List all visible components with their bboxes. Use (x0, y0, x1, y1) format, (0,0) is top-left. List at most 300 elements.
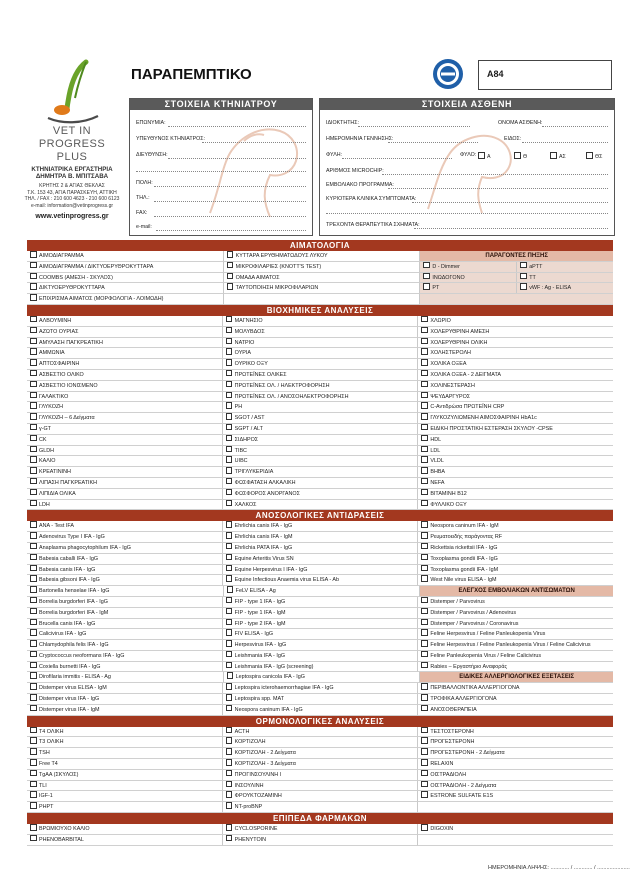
table-row (27, 532, 613, 543)
address-field[interactable] (168, 158, 306, 159)
sex-option-neutered-male[interactable]: ΑΣ (550, 152, 566, 160)
test-checkbox-item[interactable] (420, 283, 516, 293)
test-checkbox-item[interactable] (418, 791, 613, 802)
test-checkbox-item[interactable] (27, 283, 224, 294)
test-checkbox-item[interactable] (418, 662, 613, 673)
test-checkbox-item[interactable] (27, 683, 223, 694)
test-label: Babesia caballi IFA - IgG (39, 555, 99, 562)
checkbox-icon (30, 575, 37, 582)
test-checkbox-item[interactable] (27, 435, 223, 446)
test-checkbox-item[interactable] (223, 489, 419, 500)
test-checkbox-item[interactable] (27, 727, 223, 738)
test-label: Rabies – Εργαστήριο Αναφοράς (430, 663, 508, 670)
test-checkbox-item[interactable] (418, 424, 613, 435)
checkbox-icon (421, 348, 428, 355)
test-checkbox-item[interactable] (224, 283, 421, 294)
test-label: ΑΙΜΟΔΙΑΓΡΑΜΜΑ / ΔΙΚΤΥΟΕΡΥΘΡΟΚΥΤΤΑΡΑ (39, 263, 154, 270)
test-checkbox-item[interactable] (223, 402, 419, 413)
birth-date-field[interactable] (388, 142, 478, 143)
test-label: Equine Arteritis Virus SN (234, 555, 294, 562)
symptoms-field-2[interactable] (326, 213, 608, 214)
checkbox-icon (421, 791, 428, 798)
vaccination-label: ΕΜΒΟΛΙΑΚΟ ΠΡΟΓΡΑΜΜΑ: (326, 182, 394, 188)
test-checkbox-item[interactable] (223, 521, 419, 532)
test-checkbox-item[interactable] (27, 392, 223, 403)
test-checkbox-item[interactable] (418, 532, 613, 543)
test-checkbox-item[interactable] (223, 662, 419, 673)
table-row (27, 489, 613, 500)
test-checkbox-item[interactable] (223, 392, 419, 403)
test-label: ΟΙΣΤΡΑΔΙΟΛΗ - 2 Δείγματα (430, 782, 497, 789)
address-field-2[interactable] (136, 171, 306, 172)
test-checkbox-item[interactable] (27, 694, 223, 705)
vaccination-field[interactable] (388, 188, 608, 189)
checkbox-icon (226, 835, 233, 842)
test-label: VLDL (430, 458, 444, 465)
checkbox-icon (421, 370, 428, 377)
checkbox-icon (226, 456, 233, 463)
test-checkbox-item[interactable] (27, 370, 223, 381)
test-checkbox-item[interactable] (223, 456, 419, 467)
test-checkbox-item[interactable] (223, 338, 419, 349)
test-checkbox-item[interactable] (27, 554, 223, 565)
test-checkbox-item[interactable] (223, 683, 419, 694)
test-checkbox-item[interactable] (223, 381, 419, 392)
table-row (27, 619, 613, 630)
test-checkbox-item[interactable] (418, 348, 613, 359)
test-checkbox-item[interactable] (27, 759, 223, 770)
test-checkbox-item[interactable] (27, 424, 223, 435)
test-label: HDL (430, 436, 442, 443)
test-checkbox-item[interactable] (418, 392, 613, 403)
test-checkbox-item[interactable] (418, 456, 613, 467)
test-checkbox-item[interactable] (27, 359, 223, 370)
test-checkbox-item[interactable] (27, 262, 224, 273)
table-row (27, 554, 613, 565)
sex-option-male[interactable]: Α (478, 152, 491, 160)
test-checkbox-item[interactable] (418, 651, 613, 662)
test-checkbox-item[interactable] (418, 316, 613, 327)
test-label: BHBA (430, 469, 446, 476)
test-checkbox-item[interactable] (223, 608, 419, 619)
checkbox-icon (421, 489, 428, 496)
test-label: ΚΑΛΙΟ (39, 458, 56, 465)
checkbox-icon (226, 316, 233, 323)
test-checkbox-item[interactable] (418, 435, 613, 446)
test-checkbox-item[interactable] (27, 294, 224, 305)
checkbox-icon (226, 424, 233, 431)
test-label: ΚΟΡΤΙΖΟΛΗ - 2 Δείγματα (234, 750, 296, 757)
test-checkbox-item[interactable] (223, 651, 419, 662)
patient-name-field[interactable] (542, 126, 608, 127)
test-checkbox-item[interactable] (418, 824, 613, 835)
table-row (27, 802, 613, 813)
test-checkbox-item[interactable] (27, 586, 224, 597)
test-checkbox-item[interactable] (224, 251, 421, 262)
test-checkbox-item[interactable] (418, 338, 613, 349)
test-checkbox-item[interactable] (418, 619, 613, 630)
test-checkbox-item[interactable] (223, 629, 419, 640)
checkbox-icon (421, 435, 428, 442)
checkbox-icon (30, 402, 37, 409)
table-row (27, 662, 613, 673)
test-checkbox-item[interactable] (418, 370, 613, 381)
test-checkbox-item[interactable] (223, 359, 419, 370)
test-checkbox-item[interactable] (420, 262, 516, 272)
checkbox-icon (421, 456, 428, 463)
table-row (27, 770, 613, 781)
test-checkbox-item[interactable] (27, 770, 223, 781)
test-checkbox-item[interactable] (516, 273, 613, 283)
test-checkbox-item[interactable] (27, 348, 223, 359)
test-label: PH (234, 404, 243, 411)
test-checkbox-item[interactable] (27, 543, 223, 554)
test-checkbox-item[interactable] (27, 456, 223, 467)
test-label: COOMBS (ΑΜΕΣΗ - ΣΚΥΛΟΣ) (39, 274, 113, 281)
test-label: ΕΙΔΙΚΗ ΠΡΟΣΤΑΤΙΚΗ ΕΣΤΕΡΑΣΗ ΣΚΥΛΟΥ -CPSE (430, 425, 553, 432)
test-checkbox-item[interactable] (223, 467, 419, 478)
test-checkbox-item[interactable] (27, 597, 223, 608)
checkbox-icon (421, 381, 428, 388)
test-label: ΙΝΣΟΥΛΙΝΗ (234, 782, 264, 789)
test-label: ΧΑΛΚΟΣ (234, 501, 257, 508)
test-label: NT-proBNP (234, 804, 263, 811)
test-checkbox-item[interactable] (223, 316, 419, 327)
checkbox-icon (226, 521, 233, 528)
table-row (27, 467, 613, 478)
test-checkbox-item[interactable] (223, 446, 419, 457)
checkbox-icon (30, 554, 37, 561)
table-row (27, 586, 613, 597)
test-checkbox-item[interactable] (418, 521, 613, 532)
test-checkbox-item[interactable] (223, 824, 419, 835)
test-checkbox-item[interactable] (224, 586, 421, 597)
test-label: ΦΡΟΥΚΤΟΖΑΜΙΝΗ (234, 793, 282, 800)
table-row (27, 402, 613, 413)
checkbox-icon (421, 597, 428, 604)
checkbox-icon (30, 608, 37, 615)
test-checkbox-item[interactable] (418, 359, 613, 370)
test-label: ΑΜΜΩΝΙΑ (39, 350, 65, 357)
test-label: SGPT / ALT (234, 425, 263, 432)
checkbox-icon (30, 565, 37, 572)
test-checkbox-item[interactable] (27, 532, 223, 543)
lab-phone-line: ΤΗΛ. / FAX : 210 600 4623 - 210 600 6123 (24, 196, 120, 202)
test-checkbox-item[interactable] (418, 694, 613, 705)
section-header-serology: ΑΝΟΣΟΛΟΓΙΚΕΣ ΑΝΤΙΔΡΑΣΕΙΣ (27, 510, 613, 521)
test-checkbox-item[interactable] (516, 262, 613, 272)
test-checkbox-item[interactable] (223, 565, 419, 576)
test-checkbox-item[interactable] (418, 478, 613, 489)
test-label: ΧΛΩΡΙΟ (430, 317, 451, 324)
checkbox-icon (520, 283, 527, 290)
checkbox-icon (421, 402, 428, 409)
test-checkbox-item[interactable] (27, 629, 223, 640)
test-checkbox-item[interactable] (418, 629, 613, 640)
coag-row (420, 273, 613, 284)
test-label: ΧΟΛΙΚΑ ΟΞΕΑ (430, 361, 467, 368)
test-checkbox-item[interactable] (27, 835, 223, 846)
checkbox-icon (30, 251, 37, 258)
test-label: ΑΣΒΕΣΤΙΟ ΙΟΝΙΣΜΕΝΟ (39, 382, 98, 389)
test-checkbox-item[interactable] (223, 435, 419, 446)
checkbox-icon (30, 640, 37, 647)
patient-panel-title: ΣΤΟΙΧΕΙΑ ΑΣΘΕΝΗ (320, 99, 614, 110)
test-checkbox-item[interactable] (223, 705, 419, 716)
lab-email-line: e-mail: information@vetinprogress.gr (30, 202, 114, 209)
table-row (27, 565, 613, 576)
test-checkbox-item[interactable] (418, 446, 613, 457)
test-checkbox-item[interactable] (27, 705, 223, 716)
test-checkbox-item[interactable] (27, 338, 223, 349)
checkbox-icon (30, 500, 37, 507)
test-checkbox-item[interactable] (418, 640, 613, 651)
test-checkbox-item[interactable] (27, 489, 223, 500)
test-checkbox-item[interactable] (223, 781, 419, 792)
test-label: ΤΡΙΓΛΥΚΕΡΙΔΙΑ (234, 469, 274, 476)
test-label: Toxoplasma gondii IFA - IgM (430, 566, 499, 573)
test-checkbox-item[interactable] (418, 770, 613, 781)
test-checkbox-item[interactable] (223, 770, 419, 781)
checkbox-icon (421, 446, 428, 453)
email-field[interactable] (156, 230, 306, 231)
city-field[interactable] (154, 186, 306, 187)
test-checkbox-item[interactable] (418, 575, 613, 586)
test-checkbox-item[interactable] (223, 619, 419, 630)
checkbox-icon (478, 152, 485, 159)
test-label: Babesia canis IFA - IgG (39, 566, 96, 573)
table-row (27, 824, 613, 835)
test-checkbox-item[interactable] (223, 327, 419, 338)
test-checkbox-item[interactable] (223, 413, 419, 424)
test-checkbox-item[interactable] (27, 802, 223, 813)
test-label: ΓΛΥΚΟΖΗ – 6 Δείγματα (39, 415, 95, 422)
test-label: Equine Infectious Anaemia virus ELISA - Ab (234, 577, 339, 584)
test-checkbox-item[interactable] (223, 575, 419, 586)
lab-name-line: ΚΤΗΝΙΑΤΡΙΚΑ ΕΡΓΑΣΤΗΡΙΑ (31, 166, 113, 173)
breed-field[interactable] (522, 142, 608, 143)
test-checkbox-item[interactable] (223, 424, 419, 435)
test-checkbox-item[interactable] (223, 759, 419, 770)
doctor-name-field[interactable] (168, 126, 306, 127)
checkbox-icon (226, 532, 233, 539)
test-checkbox-item[interactable] (223, 640, 419, 651)
test-checkbox-item[interactable] (420, 273, 516, 283)
checkbox-icon (421, 748, 428, 755)
checkbox-icon (421, 327, 428, 334)
test-checkbox-item[interactable] (223, 791, 419, 802)
test-checkbox-item[interactable] (223, 370, 419, 381)
test-checkbox-item[interactable] (418, 748, 613, 759)
test-checkbox-item[interactable] (418, 781, 613, 792)
vet-logo-icon (42, 58, 102, 124)
test-label: C-Αντιδρώσα ΠΡΩΤΕΪΝΗ CRP (430, 404, 505, 411)
test-checkbox-item[interactable] (27, 500, 223, 511)
fax-field[interactable] (154, 216, 306, 217)
treatment-field[interactable] (414, 228, 608, 229)
test-checkbox-item[interactable] (27, 327, 223, 338)
microchip-label: ΑΡΙΘΜΟΣ MICROCHIP: (326, 168, 384, 174)
fax-label: FAX: (136, 210, 148, 216)
address-label: ΔΙΕΥΘΥΝΣΗ: (136, 152, 168, 158)
test-checkbox-item[interactable] (27, 748, 223, 759)
test-checkbox-item[interactable] (27, 781, 223, 792)
test-checkbox-item[interactable] (418, 467, 613, 478)
test-label: Coxiella burnetti IFA - IgG (39, 663, 101, 670)
checkbox-icon (421, 651, 428, 658)
test-label: ΧΟΛΗΣΤΕΡΟΛΗ (430, 350, 471, 357)
test-checkbox-item[interactable] (418, 608, 613, 619)
test-checkbox-item[interactable] (27, 446, 223, 457)
test-checkbox-item[interactable] (418, 759, 613, 770)
test-checkbox-item[interactable] (27, 672, 224, 683)
symptoms-field[interactable] (412, 202, 608, 203)
checkbox-icon (421, 781, 428, 788)
checkbox-icon (226, 413, 233, 420)
test-checkbox-item[interactable] (27, 402, 223, 413)
responsible-vet-field[interactable] (202, 142, 306, 143)
test-checkbox-item[interactable] (418, 489, 613, 500)
test-checkbox-item[interactable] (27, 575, 223, 586)
breed-label: ΕΙΔΟΣ: (504, 136, 522, 142)
checkbox-icon (421, 737, 428, 744)
test-checkbox-item[interactable] (223, 802, 419, 813)
test-checkbox-item[interactable] (27, 478, 223, 489)
test-label: ΤΡΟΦΙΚΑ ΑΛΛΕΡΓΙΟΓΟΝΑ (430, 696, 497, 703)
table-row (27, 683, 613, 694)
checkbox-icon (421, 705, 428, 712)
test-checkbox-item[interactable] (27, 273, 224, 284)
test-checkbox-item[interactable] (418, 565, 613, 576)
test-checkbox-item[interactable] (27, 619, 223, 630)
test-checkbox-item[interactable] (224, 273, 421, 284)
checkbox-icon (226, 662, 233, 669)
test-checkbox-item[interactable] (418, 500, 613, 511)
test-checkbox-item[interactable] (223, 532, 419, 543)
test-checkbox-item[interactable] (418, 597, 613, 608)
test-checkbox-item[interactable] (223, 543, 419, 554)
checkbox-icon (226, 770, 233, 777)
test-checkbox-item[interactable] (418, 381, 613, 392)
checkbox-icon (30, 348, 37, 355)
test-label: Leptospira canicola IFA - IgG (235, 674, 305, 681)
table-row (27, 456, 613, 467)
test-checkbox-item[interactable] (223, 348, 419, 359)
test-checkbox-item[interactable] (27, 791, 223, 802)
test-checkbox-item[interactable] (223, 554, 419, 565)
checkbox-icon (226, 500, 233, 507)
checkbox-icon (30, 478, 37, 485)
test-checkbox-item[interactable] (418, 737, 613, 748)
test-checkbox-item[interactable] (418, 413, 613, 424)
test-label: ΨΕΥΔΑΡΓΥΡΟΣ (430, 393, 471, 400)
test-checkbox-item[interactable] (27, 565, 223, 576)
race-label: ΦΥΛΗ: (326, 152, 343, 158)
test-checkbox-item[interactable] (223, 478, 419, 489)
table-row (27, 283, 613, 294)
test-checkbox-item[interactable] (223, 748, 419, 759)
checkbox-icon (30, 770, 37, 777)
test-label: ΧΟΛΙΝΕΣΤΕΡΑΣΗ (430, 382, 475, 389)
test-checkbox-item[interactable] (27, 651, 223, 662)
table-row (27, 273, 613, 284)
test-checkbox-item[interactable] (418, 727, 613, 738)
test-label: Anaplasma phagocytophilum IFA - IgG (39, 544, 131, 551)
test-label: ΦΩΣΦΟΡΟΣ ΑΝΟΡΓΑΝΟΣ (234, 490, 300, 497)
checkbox-icon (30, 705, 37, 712)
checkbox-icon (30, 359, 37, 366)
test-label: RELAXIN (430, 761, 454, 768)
checkbox-icon (30, 694, 37, 701)
serology-block (27, 521, 613, 715)
test-checkbox-item[interactable] (223, 597, 419, 608)
test-checkbox-item[interactable] (223, 835, 419, 846)
test-checkbox-item[interactable] (27, 381, 223, 392)
test-checkbox-item[interactable] (27, 467, 223, 478)
owner-label: ΙΔΙΟΚΤΗΤΗΣ: (326, 120, 360, 126)
phone-field[interactable] (154, 201, 306, 202)
test-checkbox-item[interactable] (27, 662, 223, 673)
test-checkbox-item[interactable] (224, 262, 421, 273)
test-checkbox-item[interactable] (418, 543, 613, 554)
test-checkbox-item[interactable] (516, 283, 613, 293)
test-checkbox-item[interactable] (27, 737, 223, 748)
test-checkbox-item[interactable] (223, 500, 419, 511)
test-label: ESTRONE SULFATE E1S (430, 793, 494, 800)
test-label: LDL (430, 447, 441, 454)
checkbox-icon (30, 737, 37, 744)
checkbox-icon (423, 262, 430, 269)
owner-field[interactable] (358, 126, 470, 127)
test-checkbox-item[interactable] (418, 554, 613, 565)
test-checkbox-item[interactable] (27, 521, 223, 532)
checkbox-icon (30, 262, 37, 269)
test-checkbox-item[interactable] (27, 413, 223, 424)
test-label: Leptospira spp. MAT (234, 696, 285, 703)
test-label: TgAA (ΣΚΥΛΟΣ) (39, 771, 79, 778)
test-checkbox-item[interactable] (224, 672, 421, 683)
checkbox-icon (226, 467, 233, 474)
test-label: Toxoplasma gondii IFA - IgG (430, 555, 498, 562)
race-field[interactable] (342, 158, 452, 159)
test-label: GLDH (39, 447, 54, 454)
test-label: Leptospira icterohaemorrhagiae IFA - IgG (234, 685, 334, 692)
test-checkbox-item[interactable] (27, 316, 223, 327)
test-checkbox-item[interactable] (27, 251, 224, 262)
checkbox-icon (30, 424, 37, 431)
checkbox-icon (30, 759, 37, 766)
sex-option-neutered-female[interactable]: ΘΣ (586, 152, 602, 160)
test-checkbox-item[interactable] (418, 327, 613, 338)
microchip-field[interactable] (382, 174, 608, 175)
test-checkbox-item[interactable] (27, 824, 223, 835)
checkbox-icon (520, 262, 527, 269)
test-label: Distemper / Parvovirus / Adenovirus (430, 609, 517, 616)
checkbox-icon (226, 435, 233, 442)
test-checkbox-item[interactable] (418, 402, 613, 413)
test-label: ΠΡΟΓΕΣΤΕΡΟΝΗ (430, 739, 475, 746)
test-checkbox-item[interactable] (223, 727, 419, 738)
test-checkbox-item[interactable] (418, 705, 613, 716)
test-checkbox-item[interactable] (223, 694, 419, 705)
checkbox-icon (514, 152, 521, 159)
test-checkbox-item[interactable] (418, 683, 613, 694)
sex-option-female[interactable]: Θ (514, 152, 527, 160)
checkbox-icon (421, 727, 428, 734)
test-checkbox-item[interactable] (27, 640, 223, 651)
test-checkbox-item[interactable] (27, 608, 223, 619)
test-checkbox-item[interactable] (223, 737, 419, 748)
